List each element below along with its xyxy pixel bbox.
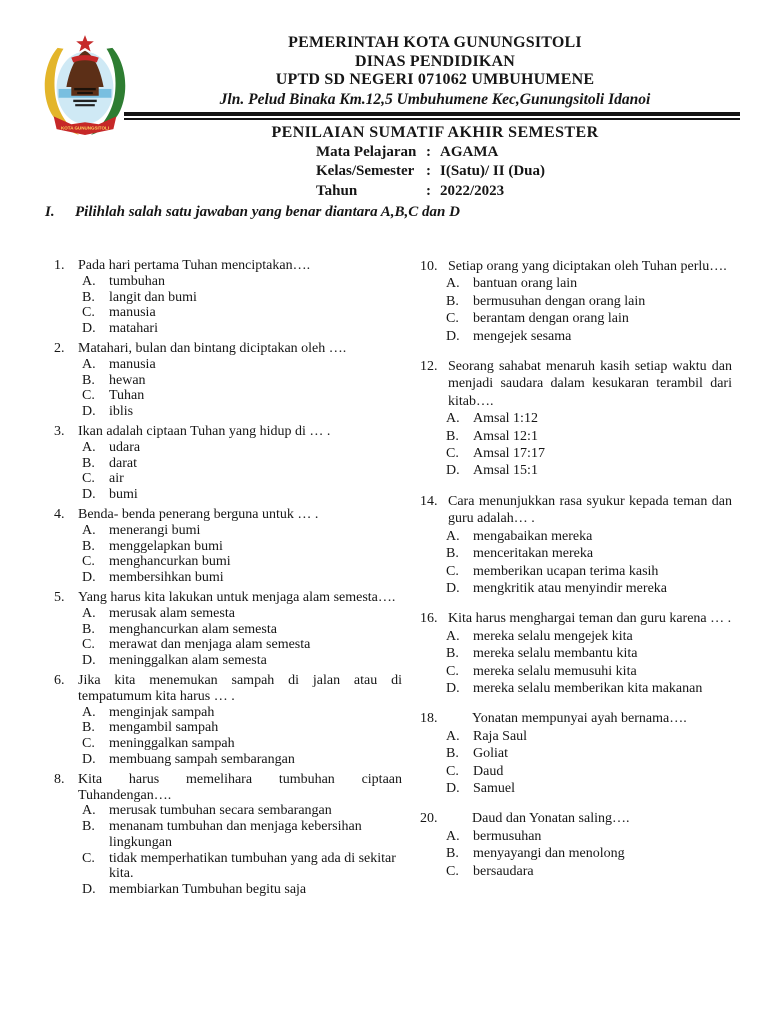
option-letter: A.: [82, 605, 96, 621]
meta-value: 2022/2023: [440, 182, 505, 199]
answer-option: [446, 845, 732, 862]
option-letter: B.: [446, 746, 459, 762]
answer-option: [82, 290, 402, 306]
option-letter: C.: [446, 863, 459, 879]
answer-option: [82, 882, 402, 898]
option-letter: D.: [82, 321, 96, 337]
answer-option: [82, 819, 402, 851]
option-text: menyayangi dan menolong: [473, 846, 625, 862]
option-letter: A.: [82, 356, 96, 372]
option-letter: C.: [446, 446, 459, 462]
option-letter: A.: [446, 628, 460, 644]
option-letter: D.: [446, 780, 460, 796]
option-letter: D.: [446, 680, 460, 696]
option-letter: C.: [82, 471, 95, 487]
header-divider-rule: [124, 112, 740, 120]
answer-option: [82, 456, 402, 472]
answer-option: [82, 388, 402, 404]
option-text: langit dan bumi: [109, 289, 197, 305]
question-text: Cara menunjukkan rasa syukur kepada teman dan guru adalah… .: [448, 493, 732, 527]
option-letter: C.: [82, 305, 95, 321]
option-letter: C.: [82, 637, 95, 653]
option-text: Goliat: [473, 746, 508, 762]
exam-title: PENILAIAN SUMATIF AKHIR SEMESTER: [271, 123, 599, 141]
department-line: DINAS PENDIDIKAN: [354, 52, 516, 70]
option-letter: B.: [446, 646, 459, 662]
document-header: [0, 0, 768, 131]
answer-option: [446, 462, 732, 479]
option-text: menggelapkan bumi: [109, 538, 223, 554]
meta-colon: :: [426, 163, 431, 179]
answer-option: [446, 763, 732, 780]
option-letter: B.: [446, 428, 459, 444]
answer-option: [82, 305, 402, 321]
option-letter: A.: [82, 522, 96, 538]
school-line: UPTD SD NEGERI 071062 UMBUHUMENE: [275, 71, 595, 88]
question-head: [54, 590, 402, 606]
exam-title-block: [128, 123, 742, 202]
answer-option: [82, 554, 402, 570]
question: [420, 358, 732, 480]
answer-option: [446, 728, 732, 745]
question-text: Ikan adalah ciptaan Tuhan yang hidup di … .: [78, 423, 331, 439]
option-text: bumi: [109, 487, 138, 503]
option-text: bantuan orang lain: [473, 276, 578, 292]
section-instruction: [45, 203, 768, 222]
questions-column-right: [420, 258, 732, 902]
option-text: bersaudara: [473, 863, 534, 879]
option-text: mereka selalu mengejek kita: [473, 628, 633, 644]
option-text: manusia: [109, 305, 156, 321]
option-text: Tuhan: [109, 388, 145, 404]
option-letter: C.: [82, 554, 95, 570]
answer-option: [82, 736, 402, 752]
question-text: Pada hari pertama Tuhan menciptakan….: [78, 258, 311, 273]
question: [420, 710, 732, 797]
question-text: Yang harus kita lakukan untuk menjaga alam semesta….: [78, 589, 396, 605]
option-letter: C.: [82, 736, 95, 752]
option-text: tumbuhan: [109, 273, 165, 289]
meta-row-subject: [316, 143, 742, 163]
option-text: darat: [109, 455, 137, 471]
option-letter: C.: [446, 311, 459, 327]
option-letter: D.: [446, 580, 460, 596]
option-text: menanam tumbuhan dan menjaga kebersihan lingkungan: [109, 819, 362, 850]
question: [420, 810, 732, 880]
option-text: Amsal 15:1: [473, 463, 538, 479]
question-number: 5.: [54, 589, 65, 605]
question: [420, 610, 732, 697]
question: [54, 424, 402, 503]
meta-colon: :: [426, 143, 431, 160]
answer-option: [446, 745, 732, 762]
option-letter: C.: [82, 388, 95, 404]
meta-value: AGAMA: [440, 143, 499, 160]
answer-option: [446, 663, 732, 680]
option-text: Amsal 12:1: [473, 428, 538, 444]
question-text: Seorang sahabat menaruh kasih setiap waktu dan menjadi saudara dalam kesukaran terambil dari kitab….: [448, 359, 732, 409]
option-letter: B.: [82, 455, 95, 471]
question-text: Matahari, bulan dan bintang diciptakan oleh ….: [78, 340, 347, 356]
option-text: mereka selalu memberikan kita makanan: [473, 680, 703, 696]
answer-option: [82, 404, 402, 420]
answer-option: [82, 752, 402, 768]
option-text: bermusuhan: [473, 828, 542, 844]
option-text: mengambil sampah: [109, 720, 219, 736]
answer-option: [82, 851, 402, 883]
option-letter: A.: [82, 439, 96, 455]
question-number: 4.: [54, 506, 65, 522]
answer-option: [446, 310, 732, 327]
question-number: 2.: [54, 340, 65, 356]
option-letter: B.: [82, 289, 95, 305]
option-text: mengabaikan mereka: [473, 528, 593, 544]
instruction-text: Pilihlah salah satu jawaban yang benar diantara A,B,C dan D: [75, 204, 460, 220]
question-text: Kita harus memelihara tumbuhan ciptaan Tuhandengan….: [78, 771, 402, 803]
option-text: air: [109, 471, 124, 487]
question-number: 8.: [54, 771, 65, 787]
option-text: merusak tumbuhan secara sembarangan: [109, 803, 332, 819]
answer-option: [446, 275, 732, 292]
question-head: [54, 258, 402, 274]
answer-option: [82, 440, 402, 456]
option-text: Amsal 17:17: [473, 446, 545, 462]
question-head: [54, 341, 402, 357]
option-text: menginjak sampah: [109, 704, 215, 720]
option-letter: D.: [446, 328, 460, 344]
question-head: [54, 673, 402, 705]
question-number: 16.: [420, 611, 438, 627]
meta-row-class-semester: [316, 162, 742, 182]
question-head: [420, 358, 732, 410]
question: [54, 341, 402, 420]
answer-option: [446, 580, 732, 597]
option-text: mereka selalu memusuhi kita: [473, 663, 637, 679]
option-text: merawat dan menjaga alam semesta: [109, 637, 311, 653]
address-line: Jln. Pelud Binaka Km.12,5 Umbuhumene Kec,Gunungsitoli Idanoi: [219, 90, 651, 108]
option-letter: C.: [446, 663, 459, 679]
option-text: berantam dengan orang lain: [473, 311, 629, 327]
answer-option: [82, 720, 402, 736]
question-number: 14.: [420, 493, 438, 509]
option-letter: A.: [446, 411, 460, 427]
ribbon-text: KOTA GUNUNGSITOLI: [61, 125, 109, 131]
meta-row-year: [316, 182, 742, 202]
option-text: Samuel: [473, 780, 515, 796]
option-text: mereka selalu membantu kita: [473, 646, 638, 662]
option-letter: D.: [82, 751, 96, 767]
option-letter: B.: [82, 621, 95, 637]
option-letter: B.: [446, 846, 459, 862]
question: [420, 493, 732, 597]
question: [54, 772, 402, 898]
answer-option: [446, 563, 732, 580]
question: [54, 258, 402, 337]
answer-option: [82, 539, 402, 555]
option-text: hewan: [109, 372, 146, 388]
meta-value: I(Satu)/ II (Dua): [440, 163, 546, 179]
header-text-block: [128, 34, 742, 109]
option-text: menghancurkan bumi: [109, 554, 231, 570]
answer-option: [82, 622, 402, 638]
answer-option: [446, 293, 732, 310]
question-head: [420, 610, 732, 627]
question-text: Daud dan Yonatan saling….: [472, 811, 630, 827]
option-letter: A.: [82, 803, 96, 819]
option-text: memberikan ucapan terima kasih: [473, 563, 659, 579]
option-letter: B.: [82, 720, 95, 736]
answer-option: [446, 528, 732, 545]
option-letter: D.: [82, 487, 96, 503]
option-letter: A.: [446, 728, 460, 744]
answer-option: [82, 570, 402, 586]
answer-option: [82, 606, 402, 622]
option-letter: C.: [446, 763, 459, 779]
question-head: [420, 493, 732, 528]
option-letter: D.: [82, 882, 96, 898]
answer-option: [446, 628, 732, 645]
star-icon: [76, 35, 94, 51]
question: [54, 590, 402, 669]
question-text: Benda- benda penerang berguna untuk … .: [78, 506, 319, 522]
question-number: 6.: [54, 672, 65, 688]
questions-column-left: [54, 258, 402, 902]
answer-option: [446, 545, 732, 562]
answer-option: [446, 328, 732, 345]
meta-colon: :: [426, 182, 431, 199]
option-letter: D.: [82, 404, 96, 420]
option-letter: C.: [446, 563, 459, 579]
answer-option: [446, 780, 732, 797]
option-text: matahari: [109, 321, 158, 337]
meta-label: Mata Pelajaran: [316, 143, 417, 160]
question-number: 12.: [420, 359, 438, 375]
option-text: meninggalkan sampah: [109, 736, 235, 752]
answer-option: [446, 680, 732, 697]
answer-option: [82, 487, 402, 503]
answer-option: [82, 471, 402, 487]
option-letter: D.: [82, 570, 96, 586]
question-text: Jika kita menemukan sampah di jalan atau di tempatumum kita harus … .: [78, 672, 402, 704]
answer-option: [82, 803, 402, 819]
option-letter: A.: [82, 273, 96, 289]
option-text: mengkritik atau menyindir mereka: [473, 580, 667, 596]
questions-area: [54, 258, 732, 902]
answer-option: [446, 428, 732, 445]
option-letter: C.: [82, 850, 95, 866]
question-number: 3.: [54, 423, 65, 439]
option-text: iblis: [109, 404, 134, 420]
answer-option: [446, 828, 732, 845]
option-text: manusia: [109, 356, 156, 372]
question-text: Setiap orang yang diciptakan oleh Tuhan perlu….: [448, 259, 727, 274]
option-letter: A.: [446, 276, 460, 292]
question: [54, 673, 402, 768]
option-text: tidak memperhatikan tumbuhan yang ada di sekitar kita.: [109, 850, 396, 882]
option-letter: A.: [82, 704, 96, 720]
government-line: PEMERINTAH KOTA GUNUNGSITOLI: [288, 34, 582, 51]
option-letter: B.: [82, 819, 95, 835]
answer-option: [446, 863, 732, 880]
question-text: Yonatan mempunyai ayah bernama….: [472, 711, 687, 727]
question: [54, 507, 402, 586]
option-text: merusak alam semesta: [109, 605, 235, 621]
question-number: 20.: [420, 811, 438, 827]
question: [420, 258, 732, 345]
option-text: membuang sampah sembarangan: [109, 751, 295, 767]
option-text: menceritakan mereka: [473, 546, 594, 562]
option-text: membiarkan Tumbuhan begitu saja: [109, 882, 307, 898]
option-text: meninggalkan alam semesta: [109, 653, 267, 669]
question-head: [420, 258, 732, 275]
answer-option: [82, 357, 402, 373]
option-text: membersihkan bumi: [109, 570, 224, 586]
kota-gunungsitoli-emblem-icon: [38, 34, 132, 138]
answer-option: [82, 637, 402, 653]
answer-option: [82, 705, 402, 721]
option-letter: B.: [82, 538, 95, 554]
question-head: [420, 710, 732, 727]
question-number: 1.: [54, 258, 65, 273]
question-head: [420, 810, 732, 827]
option-text: menghancurkan alam semesta: [109, 621, 277, 637]
meta-label: Kelas/Semester: [316, 163, 415, 179]
option-letter: B.: [82, 372, 95, 388]
question-head: [54, 772, 402, 804]
question-number: 10.: [420, 259, 438, 274]
answer-option: [82, 274, 402, 290]
option-letter: B.: [446, 546, 459, 562]
option-text: Raja Saul: [473, 728, 528, 744]
option-text: udara: [109, 439, 141, 455]
option-text: bermusuhan dengan orang lain: [473, 293, 646, 309]
question-head: [54, 507, 402, 523]
option-letter: D.: [82, 653, 96, 669]
option-text: Daud: [473, 763, 504, 779]
option-letter: A.: [446, 528, 460, 544]
option-text: mengejek sesama: [473, 328, 572, 344]
option-letter: A.: [446, 828, 460, 844]
answer-option: [446, 445, 732, 462]
answer-option: [446, 410, 732, 427]
option-letter: D.: [446, 463, 460, 479]
section-number: I.: [45, 204, 55, 220]
option-text: menerangi bumi: [109, 522, 201, 538]
option-letter: B.: [446, 293, 459, 309]
answer-option: [446, 645, 732, 662]
meta-label: Tahun: [316, 182, 358, 199]
answer-option: [82, 321, 402, 337]
question-text: Kita harus menghargai teman dan guru karena … .: [448, 611, 732, 627]
option-text: Amsal 1:12: [473, 411, 538, 427]
exam-meta: [316, 143, 742, 202]
answer-option: [82, 523, 402, 539]
answer-option: [82, 653, 402, 669]
question-head: [54, 424, 402, 440]
answer-option: [82, 373, 402, 389]
question-number: 18.: [420, 711, 438, 727]
